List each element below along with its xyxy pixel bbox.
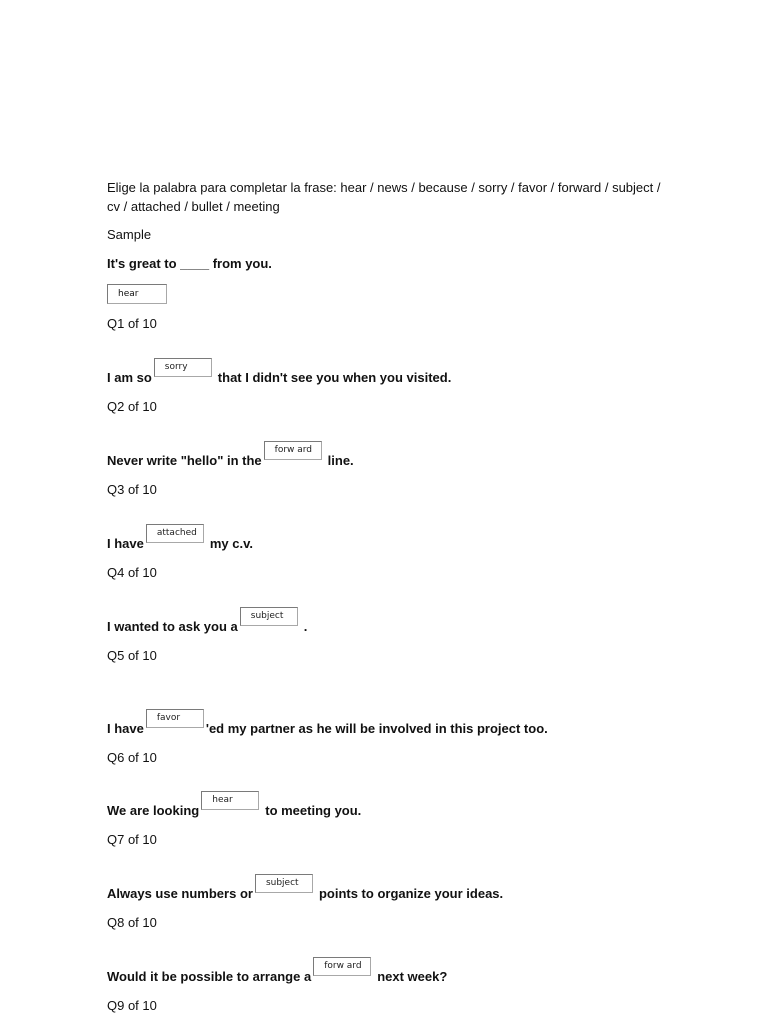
question-counter: Q7 of 10 (107, 832, 157, 847)
question-8-before: Always use numbers or (107, 886, 253, 901)
sample-label: Sample (107, 227, 152, 242)
question-9-before: Would it be possible to arrange a (107, 969, 312, 984)
question-5-after: . (303, 619, 308, 634)
worksheet (107, 178, 667, 1015)
question-3 (107, 446, 667, 470)
answer-field-2[interactable]: sorry (154, 358, 212, 377)
answer-field-6[interactable]: favor (146, 709, 204, 728)
instructions-text: Elige la palabra para completar la frase: hear / news / because / sorry / favor / forward / subject / cv / attached / bullet / meeting (107, 180, 661, 214)
question-7-before: We are looking (107, 803, 200, 818)
answer-field-8[interactable]: subject (255, 874, 313, 893)
question-counter: Q2 of 10 (107, 399, 157, 414)
question-5 (107, 612, 667, 636)
question-6-before: I have (107, 721, 144, 736)
question-counter: Q5 of 10 (107, 648, 157, 663)
sample-question: It's great to ____ from you. (107, 256, 272, 271)
question-9-after: next week? (377, 969, 448, 984)
sample-answer-field[interactable]: hear (107, 284, 167, 304)
question-4-before: I have (107, 536, 144, 551)
question-counter: Q6 of 10 (107, 750, 157, 765)
question-counter: Q4 of 10 (107, 565, 157, 580)
question-counter: Q1 of 10 (107, 316, 157, 331)
question-7-after: to meeting you. (265, 803, 362, 818)
question-counter: Q8 of 10 (107, 915, 157, 930)
answer-field-3[interactable]: forw ard (264, 441, 322, 460)
question-counter: Q9 of 10 (107, 998, 157, 1013)
question-2-before: I am so (107, 370, 152, 385)
question-3-after: line. (327, 453, 354, 468)
question-counter: Q3 of 10 (107, 482, 157, 497)
answer-field-4[interactable]: attached (146, 524, 204, 543)
answer-field-9[interactable]: forw ard (313, 957, 371, 976)
question-4 (107, 529, 667, 553)
question-5-before: I wanted to ask you a (107, 619, 238, 634)
question-4-after: my c.v. (209, 536, 253, 551)
answer-field-5[interactable]: subject (240, 607, 298, 626)
question-8-after: points to organize your ideas. (318, 886, 504, 901)
question-8 (107, 879, 667, 903)
question-6-after: 'ed my partner as he will be involved in this project too. (205, 721, 548, 736)
question-3-before: Never write "hello" in the (107, 453, 262, 468)
question-6 (107, 714, 667, 738)
answer-field-7[interactable]: hear (201, 791, 259, 810)
question-9 (107, 962, 667, 986)
question-7 (107, 796, 667, 820)
question-2 (107, 363, 667, 387)
question-2-after: that I didn't see you when you visited. (217, 370, 452, 385)
